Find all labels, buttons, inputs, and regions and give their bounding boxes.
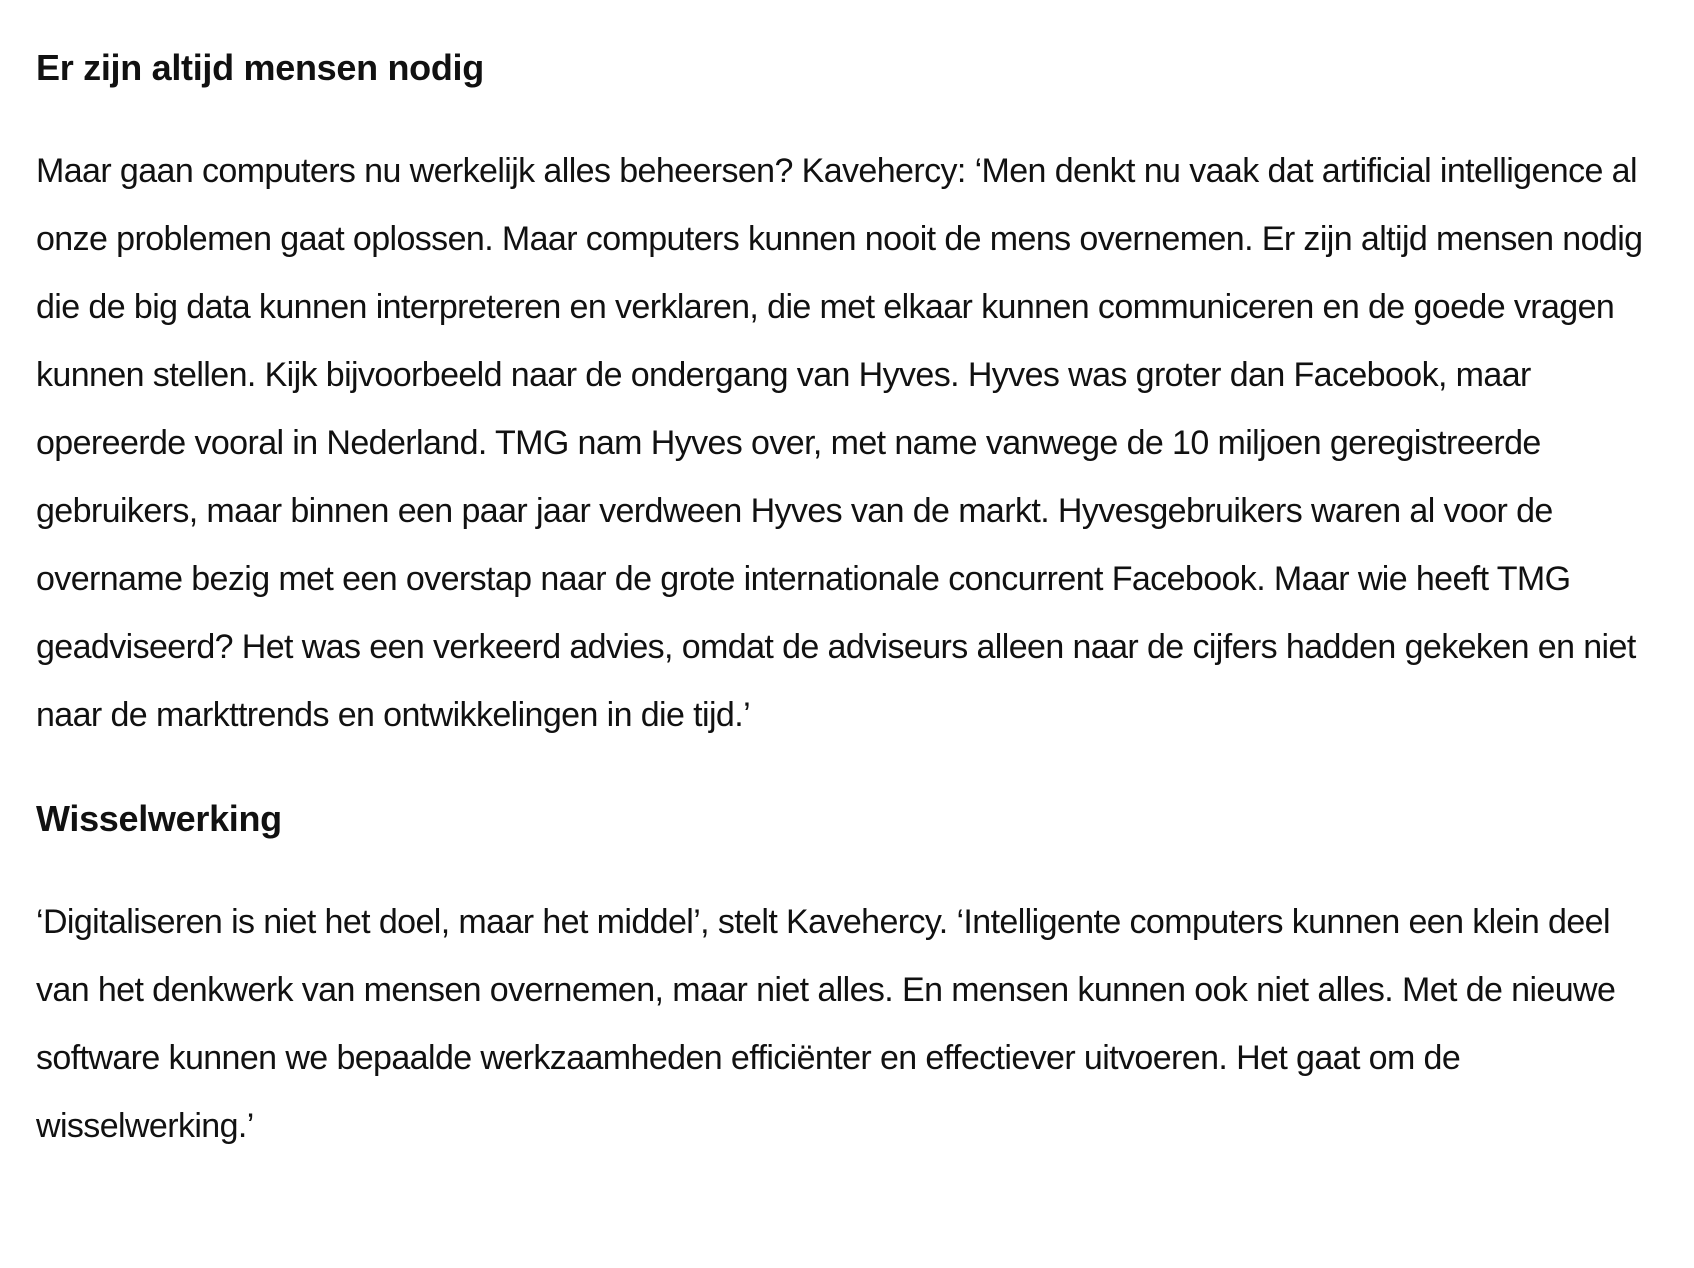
section-heading-wisselwerking: Wisselwerking (36, 798, 282, 840)
section-paragraph-wisselwerking: ‘Digitaliseren is niet het doel, maar het middel’, stelt Kavehercy. ‘Intelligente computers kunnen een klein deel van het denkwerk van mensen overnemen, maar niet alles. En mensen kunnen ook niet alles. Met de nieuwe software kunnen we bepaalde werkzaamheden efficiënter en effectiever uitvoeren. Het gaat om de wisselwerking.’ (36, 903, 1616, 1146)
section-heading-altijd-mensen-nodig: Er zijn altijd mensen nodig (36, 47, 484, 88)
section-paragraph-altijd-mensen-nodig: Maar gaan computers nu werkelijk alles beheersen? Kavehercy: ‘Men denkt nu vaak dat artificial intelligence al onze problemen gaat oplossen. Maar computers kunnen nooit de mens overnemen. Er zijn altijd mensen nodig die de big data kunnen interpreteren en verklaren, die met elkaar kunnen communiceren en de goede vragen kunnen stellen. Kijk bijvoorbeeld naar de ondergang van Hyves. Hyves was groter dan Facebook, maar opereerde vooral in Nederland. TMG nam Hyves over, met name vanwege de 10 miljoen geregistreerde gebruikers, maar binnen een paar jaar verdween Hyves van de markt. Hyvesgebruikers waren al voor de overname bezig met een overstap naar de grote internationale concurrent Facebook. Maar wie heeft TMG geadviseerd? Het was een verkeerd advies, omdat de adviseurs alleen naar de cijfers hadden gekeken en niet naar de markttrends en ontwikkelingen in die tijd.’ (36, 152, 1643, 735)
